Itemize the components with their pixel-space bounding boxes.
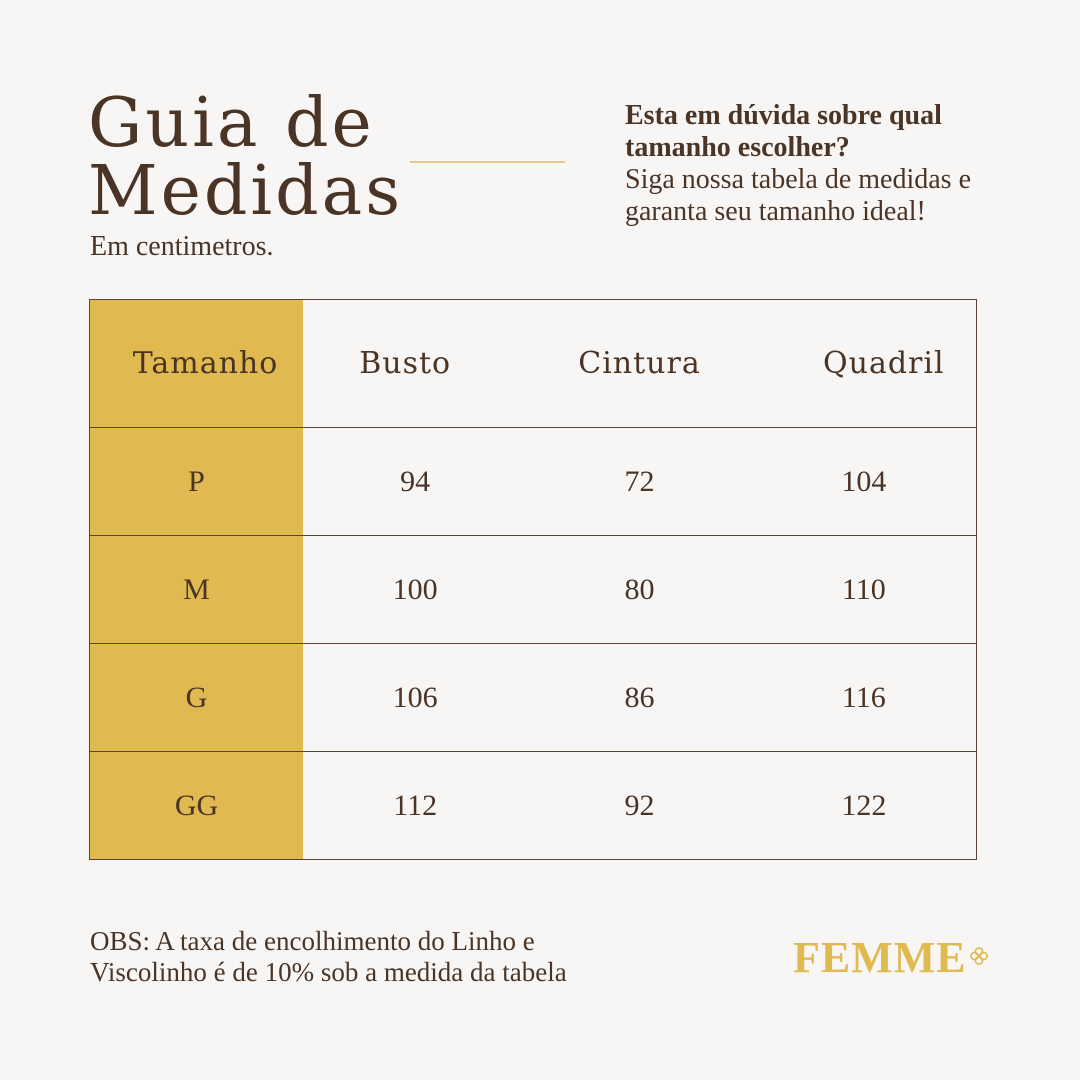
column-header-hip: Quadril xyxy=(823,346,945,381)
flower-icon xyxy=(969,946,989,966)
size-cell: GG xyxy=(90,751,303,859)
measure-cells xyxy=(303,535,976,643)
size-cell: P xyxy=(90,427,303,535)
note-line-2: Viscolinho é de 10% sob a medida da tabela xyxy=(90,957,567,987)
column-header-size: Tamanho xyxy=(90,300,303,427)
waist-value: 72 xyxy=(624,464,655,498)
measure-cells xyxy=(303,427,976,535)
bust-value: 106 xyxy=(392,680,438,714)
waist-value: 86 xyxy=(624,680,655,714)
hip-value: 116 xyxy=(841,680,886,714)
note-line-1: OBS: A taxa de encolhimento do Linho e xyxy=(90,926,535,956)
size-cell: G xyxy=(90,643,303,751)
column-header-bust: Busto xyxy=(359,346,452,381)
accent-divider xyxy=(410,161,565,163)
bust-value: 100 xyxy=(392,572,438,606)
hip-value: 104 xyxy=(841,464,887,498)
size-table xyxy=(89,299,977,860)
waist-value: 80 xyxy=(624,572,655,606)
title-line-1: Guia de xyxy=(88,84,375,163)
intro-answer: Siga nossa tabela de medidas e garanta seu tamanho ideal! xyxy=(625,164,972,227)
bust-value: 94 xyxy=(400,464,431,498)
title-line-2: Medidas xyxy=(88,152,404,231)
brand-name: FEMME xyxy=(793,933,967,982)
intro-question: Esta em dúvida sobre qual tamanho escolher? xyxy=(625,100,942,163)
intro-text xyxy=(625,100,1025,228)
waist-value: 92 xyxy=(624,788,655,822)
units-subtitle: Em centimetros. xyxy=(90,231,274,262)
column-header-waist: Cintura xyxy=(578,346,701,381)
size-cell: M xyxy=(90,535,303,643)
bust-value: 112 xyxy=(393,788,438,822)
hip-value: 122 xyxy=(841,788,887,822)
page-title xyxy=(88,84,404,231)
hip-value: 110 xyxy=(841,572,886,606)
shrinkage-note xyxy=(90,926,567,988)
table-header-cells xyxy=(303,300,976,427)
brand-logo xyxy=(793,932,989,983)
measure-cells xyxy=(303,643,976,751)
measure-cells xyxy=(303,751,976,859)
